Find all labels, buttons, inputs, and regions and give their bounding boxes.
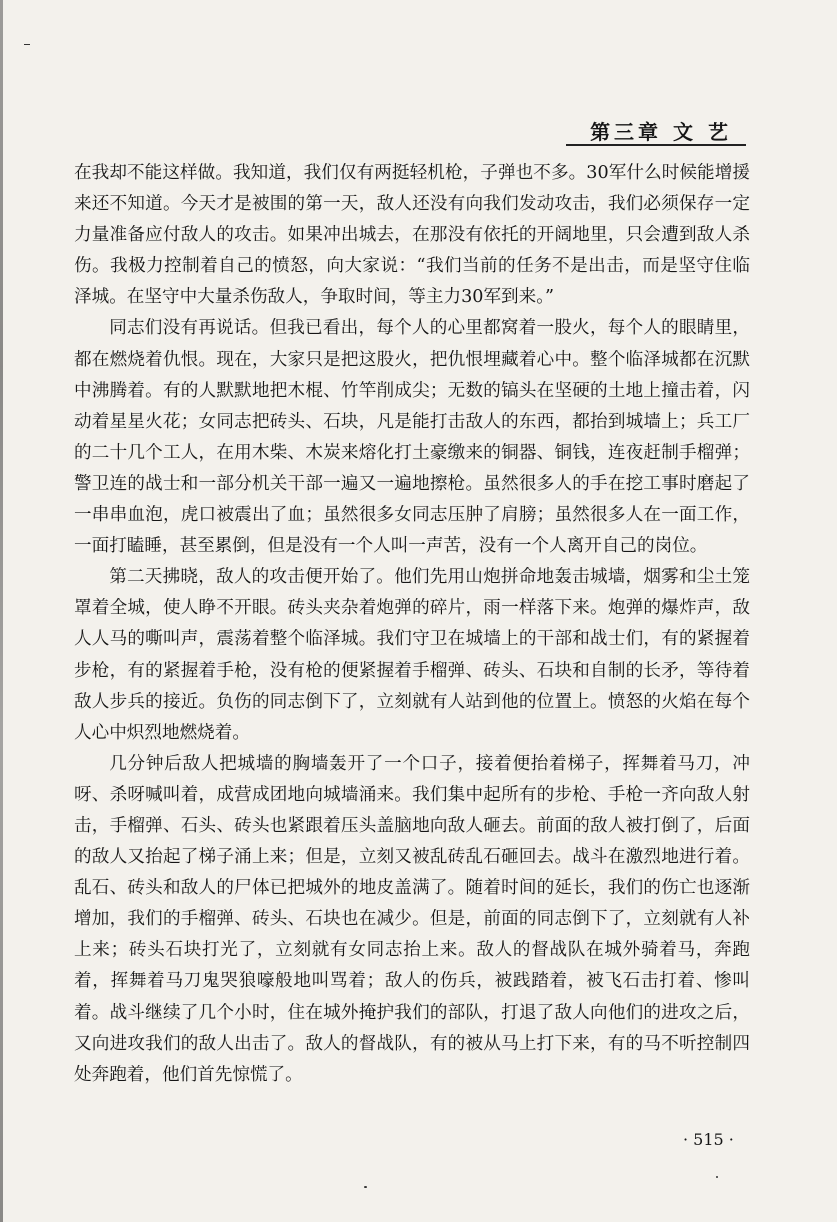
page-number: · 515 · [683,1130,734,1149]
running-header [566,110,746,146]
paragraph: 在我却不能这样做。我知道，我们仅有两挺轻机枪，子弹也不多。30军什么时候能增援来还不知道。今天才是被围的第一天，敌人还没有向我们发动攻击，我们必须保存一定力量准备应付敌人的攻击。如果冲出城去，在那没有依托的开阔地里，只会遭到敌人杀伤。我极力控制着自己的愤怒，向大家说：“我们当前的任务不是出击，而是坚守住临泽城。在坚守中大量杀伤敌人，争取时间，等主力30军到来。” [74,163,750,308]
scan-speck [716,1176,718,1178]
scan-speck [364,1186,367,1188]
scan-speck [24,44,30,45]
body-text [74,158,750,1091]
paragraph: 第二天拂晓，敌人的攻击便开始了。他们先用山炮拼命地轰击城墙，烟雾和尘土笼罩着全城，使人睁不开眼。砖头夹杂着炮弹的碎片，雨一样落下来。炮弹的爆炸声，敌人人马的嘶叫声，震荡着整个临泽城。我们守卫在城墙上的干部和战士们，有的紧握着步枪，有的紧握着手枪，没有枪的便紧握着手榴弹、砖头、石块和自制的长矛，等待着敌人步兵的接近。负伤的同志倒下了，立刻就有人站到他的位置上。愤怒的火焰在每个人心中炽烈地燃烧着。 [74,567,750,743]
paragraph: 几分钟后敌人把城墙的胸墙轰开了一个口子，接着便抬着梯子，挥舞着马刀，冲呀、杀呀喊叫着，成营成团地向城墙涌来。我们集中起所有的步枪、手枪一齐向敌人射击，手榴弹、石头、砖头也紧跟着压头盖脑地向敌人砸去。前面的敌人被打倒了，后面的敌人又抬起了梯子涌上来；但是，立刻又被乱砖乱石砸回去。战斗在激烈地进行着。乱石、砖头和敌人的尸体已把城外的地皮盖满了。随着时间的延长，我们的伤亡也逐渐增加，我们的手榴弹、砖头、石块也在减少。但是，前面的同志倒下了，立刻就有人补上来；砖头石块打光了，立刻就有女同志抬上来。敌人的督战队在城外骑着马，奔跑着，挥舞着马刀鬼哭狼嚎般地叫骂着；敌人的伤兵，被践踏着，被飞石击打着、惨叫着。战斗继续了几个小时，住在城外掩护我们的部队，打退了敌人向他们的进攻之后，又向进攻我们的敌人出击了。敌人的督战队，有的被从马上打下来，有的马不听控制四处奔跑着，他们首先惊慌了。 [74,753,750,1085]
paragraph: 同志们没有再说话。但我已看出，每个人的心里都窝着一股火，每个人的眼睛里，都在燃烧着仇恨。现在，大家只是把这股火，把仇恨埋藏着心中。整个临泽城都在沉默中沸腾着。有的人默默地把木棍、竹竿削成尖；无数的镐头在坚硬的土地上撞击着，闪动着星星火花；女同志把砖头、石块，凡是能打击敌人的东西，都抬到城墙上；兵工厂的二十几个工人，在用木柴、木炭来熔化打土豪缴来的铜器、铜钱，连夜赶制手榴弹；警卫连的战士和一部分机关干部一遍又一遍地擦枪。虽然很多人的手在挖工事时磨起了一串串血泡，虎口被震出了血；虽然很多女同志压肿了肩膀；虽然很多人在一面工作，一面打瞌睡，甚至累倒，但是没有一个人叫一声苦，没有一个人离开自己的岗位。 [74,318,750,557]
chapter-title: 第三章 文 艺 [590,120,732,144]
binding-edge [0,0,3,1222]
